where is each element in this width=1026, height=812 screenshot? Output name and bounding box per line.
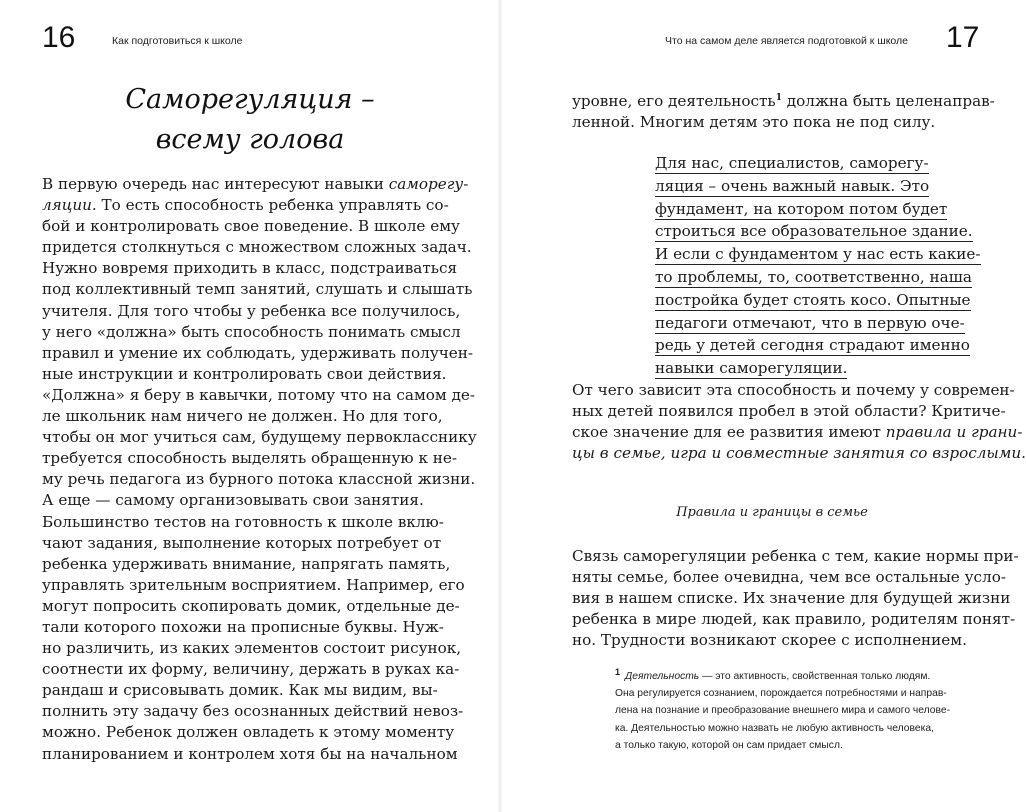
body-text-line: Нужно вовремя приходить в класс, подстраиваться [42, 259, 458, 278]
body-text-line: чают задания, выполнение которых потребует от [42, 533, 442, 552]
body-text-line: уровне, его деятельность$^1$ должна быть целенаправ- [572, 92, 995, 110]
body-text-line: планированием и контролем хотя бы на начальном [42, 744, 458, 763]
left-body-text [42, 174, 477, 765]
body-text-line: могут попросить скопировать домик, отдельные де- [42, 596, 460, 615]
body-text-line: ленной. Многим детям это пока не под силу. [572, 113, 936, 132]
left-page [0, 0, 500, 812]
footnote-reference: 1 [775, 92, 782, 103]
page-number-right: 17 [946, 21, 980, 54]
footnote-marker: 1 [615, 666, 621, 677]
body-text-line: От чего зависит эта способность и почему у современ- [572, 381, 1015, 399]
quote-line: строиться все образовательное здание. [655, 222, 973, 241]
body-text-line: чтобы он мог учиться сам, будущему первокласснику [42, 428, 477, 447]
body-text-line: тали которого похожи на прописные буквы. Нуж- [42, 617, 444, 636]
body-text-line: но. Трудности возникают скорее с исполнением. [572, 631, 967, 650]
quote-line: редь у детей сегодня страдают именно [655, 336, 970, 355]
section-subheading: Правила и границы в семье [676, 505, 868, 520]
body-text-line: но различить, из каких элементов состоит рисунок, [42, 639, 462, 658]
body-text-line: ребенка в мире людей, как правило, родителям понят- [572, 610, 1016, 629]
body-text-line: требуется способность выделять обращенную к не- [42, 449, 458, 468]
body-text-line: «Должна» я беру в кавычки, потому что на самом де- [42, 385, 476, 404]
quote-line: навыки саморегуляции. [655, 359, 848, 378]
body-text-line: ское значение для ее развития имеют правила и грани- [572, 423, 1023, 442]
running-head-left: Как подготовиться к школе [112, 35, 243, 47]
footnote-line: лена на познание и преобразование внешнего мира и самого челове- [615, 705, 951, 717]
body-text-line: соотнести их форму, величину, держать в руках ка- [42, 660, 460, 679]
quote-line: постройка будет стоять косо. Опытные [655, 290, 971, 309]
quote-line: Для нас, специалистов, саморегу- [655, 154, 929, 172]
quote-line: И если с фундаментом у нас есть какие- [655, 245, 981, 264]
body-text-line: ребенка удерживать внимание, напрягать память, [42, 554, 451, 573]
chapter-title [40, 80, 460, 160]
pull-quote [655, 153, 981, 381]
body-text-line: ляции. То есть способность ребенка управлять со- [42, 196, 449, 215]
running-head-right: Что на самом деле является подготовкой к школе [665, 35, 908, 47]
body-text-line: учителя. Для того чтобы у ребенка все получилось, [42, 301, 461, 320]
quote-line: то проблемы, то, соответственно, наша [655, 267, 972, 286]
footnote-line: а только такую, которой он сам придает смысл. [615, 739, 843, 751]
body-text-line: правил и умение их соблюдать, удерживать получен- [42, 343, 474, 362]
body-text-line: цы в семье, игра и совместные занятия со взрослыми. [572, 444, 1026, 463]
body-text-line: ных детей появился пробел в этой области? Критиче- [572, 402, 1006, 421]
body-text-line: ные инструкции и контролировать свои действия. [42, 364, 447, 383]
body-text-line: можно. Ребенок должен овладеть к этому моменту [42, 723, 455, 742]
body-text-line: полнить эту задачу без осознанных действий невоз- [42, 702, 464, 721]
quote-line: фундамент, на котором потом будет [655, 199, 948, 218]
body-text-line: у него «должна» быть способность понимать смысл [42, 322, 461, 341]
body-text-line: рандаш и срисовывать домик. Как мы видим, вы- [42, 681, 438, 700]
quote-line: педагоги отмечают, что в первую оче- [655, 313, 965, 332]
footnote-line: 1 Деятельность — это активность, свойственная только людям. [615, 666, 931, 682]
body-text-line: Связь саморегуляции ребенка с тем, какие нормы при- [572, 547, 1019, 565]
body-text-line: А еще — самому организовывать свои занятия. [42, 491, 424, 510]
right-body-text-bottom [572, 546, 1019, 651]
right-body-text-top [572, 91, 995, 133]
footnote-line: ка. Деятельностью можно назвать не любую активность человека, [615, 722, 934, 734]
footnote [615, 668, 975, 754]
chapter-title-line: Саморегуляция – [125, 84, 375, 115]
body-text-line: управлять зрительным восприятием. Например, его [42, 575, 465, 594]
body-text-line: бой и контролировать свое поведение. В школе ему [42, 217, 460, 236]
body-text-line: му речь педагога из бурного потока классной жизни. [42, 470, 476, 489]
body-text-line: ле школьник нам ничего не должен. Но для того, [42, 407, 443, 426]
footnote-line: Она регулируется сознанием, порождается потребностями и направ- [615, 688, 947, 700]
body-text-line: В первую очередь нас интересуют навыки саморегу- [42, 175, 469, 193]
body-text-line: под коллективный темп занятий, слушать и слышать [42, 280, 473, 299]
page-number-left: 16 [42, 21, 76, 54]
body-text-line: придется столкнуться с множеством сложных задач. [42, 238, 472, 257]
body-text-line: вия в нашем списке. Их значение для будущей жизни [572, 589, 1011, 608]
body-text-line: няты семье, более очевидна, чем все остальные усло- [572, 568, 1006, 587]
chapter-title-line: всему голова [155, 124, 345, 155]
quote-line: ляция – очень важный навык. Это [655, 176, 930, 195]
body-text-line: Большинство тестов на готовность к школе вклю- [42, 512, 444, 531]
right-body-text-middle [572, 380, 1026, 464]
